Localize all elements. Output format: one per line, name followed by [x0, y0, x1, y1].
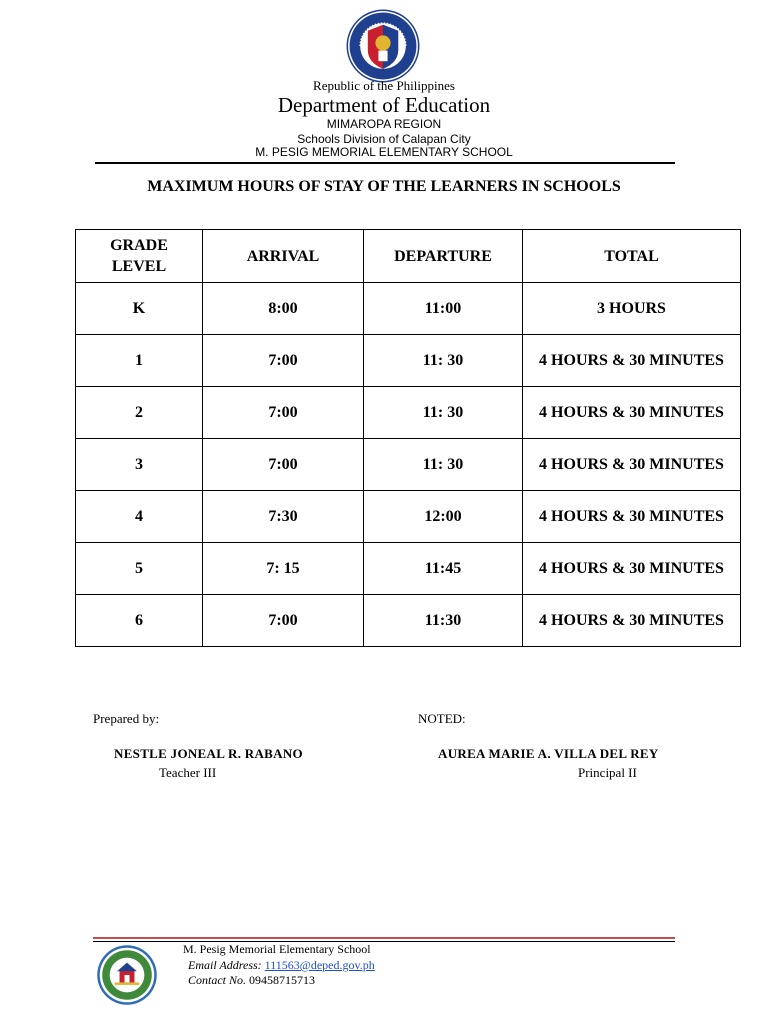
footer-school-name: M. Pesig Memorial Elementary School	[183, 942, 371, 956]
prepared-by-label: Prepared by:	[93, 711, 160, 726]
email-label: Email Address:	[188, 958, 262, 972]
total-cell: 4 HOURS & 30 MINUTES	[523, 595, 741, 647]
grade-cell: 2	[76, 387, 203, 439]
noted-by-name: AUREA MARIE A. VILLA DEL REY	[438, 746, 659, 761]
prepared-by-name: NESTLE JONEAL R. RABANO	[114, 746, 303, 761]
departure-cell: 11: 30	[364, 387, 523, 439]
table-row	[76, 491, 741, 543]
document-title: MAXIMUM HOURS OF STAY OF THE LEARNERS IN SCHOOLS	[147, 178, 621, 195]
grade-cell: K	[76, 283, 203, 335]
footer-email	[188, 958, 375, 973]
noted-by-position: Principal II	[578, 765, 637, 780]
total-cell: 4 HOURS & 30 MINUTES	[523, 335, 741, 387]
grade-cell: 1	[76, 335, 203, 387]
contact-label: Contact No.	[188, 973, 247, 987]
arrival-cell: 7:00	[203, 439, 364, 491]
total-cell: 4 HOURS & 30 MINUTES	[523, 543, 741, 595]
header-department: Department of Education	[277, 93, 491, 117]
departure-cell: 11: 30	[364, 335, 523, 387]
column-header: DEPARTURE	[364, 230, 523, 283]
total-cell: 3 HOURS	[523, 283, 741, 335]
grade-cell: 5	[76, 543, 203, 595]
footer-divider-red	[93, 937, 675, 939]
departure-cell: 12:00	[364, 491, 523, 543]
footer-divider-black	[93, 941, 675, 942]
total-cell: 4 HOURS & 30 MINUTES	[523, 491, 741, 543]
arrival-cell: 7:00	[203, 387, 364, 439]
email-link[interactable]: 111563@deped.gov.ph	[264, 958, 375, 972]
table-row	[76, 595, 741, 647]
schedule-table	[75, 229, 741, 647]
table-row	[76, 387, 741, 439]
departure-cell: 11:00	[364, 283, 523, 335]
column-header: ARRIVAL	[203, 230, 364, 283]
header-school: M. PESIG MEMORIAL ELEMENTARY SCHOOL	[255, 145, 513, 159]
arrival-cell: 7:30	[203, 491, 364, 543]
column-header: GRADE LEVEL	[76, 230, 203, 283]
school-seal-logo	[96, 944, 158, 1006]
arrival-cell: 8:00	[203, 283, 364, 335]
total-cell: 4 HOURS & 30 MINUTES	[523, 439, 741, 491]
arrival-cell: 7:00	[203, 335, 364, 387]
departure-cell: 11: 30	[364, 439, 523, 491]
grade-cell: 4	[76, 491, 203, 543]
table-row	[76, 335, 741, 387]
arrival-cell: 7:00	[203, 595, 364, 647]
header-republic: Republic of the Philippines	[313, 78, 455, 93]
total-cell: 4 HOURS & 30 MINUTES	[523, 387, 741, 439]
departure-cell: 11:45	[364, 543, 523, 595]
table-header-row	[76, 230, 741, 283]
prepared-by-position: Teacher III	[159, 765, 217, 780]
column-header: TOTAL	[523, 230, 741, 283]
header-division: Schools Division of Calapan City	[297, 132, 471, 146]
header-divider	[95, 162, 675, 164]
deped-seal-logo	[345, 8, 421, 84]
arrival-cell: 7: 15	[203, 543, 364, 595]
table-row	[76, 283, 741, 335]
noted-label: NOTED:	[418, 711, 466, 726]
contact-number: 09458715713	[249, 973, 316, 987]
table-row	[76, 543, 741, 595]
departure-cell: 11:30	[364, 595, 523, 647]
footer-contact	[188, 973, 315, 988]
grade-cell: 3	[76, 439, 203, 491]
header-region: MIMAROPA REGION	[326, 117, 442, 131]
table-row	[76, 439, 741, 491]
grade-cell: 6	[76, 595, 203, 647]
